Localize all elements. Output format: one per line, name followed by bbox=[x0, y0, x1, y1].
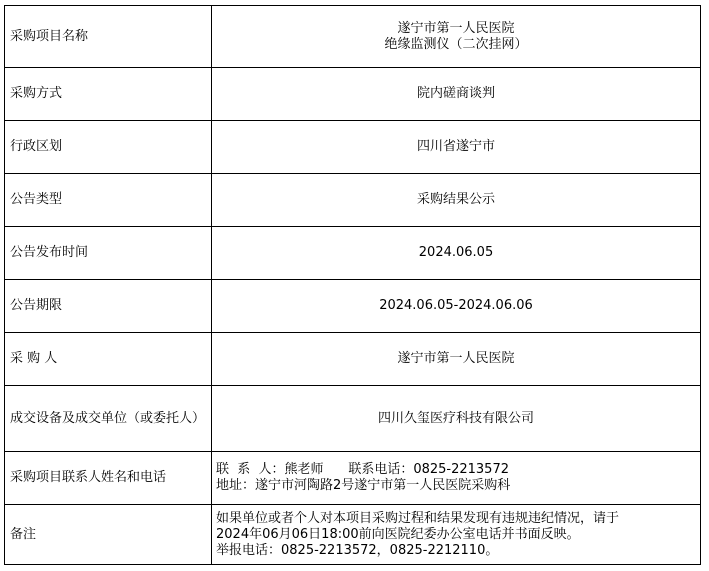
row-value-purchaser: 遂宁市第一人民医院 bbox=[212, 333, 701, 386]
row-value-project-name bbox=[212, 6, 701, 68]
procurement-result-table bbox=[4, 5, 701, 565]
row-label-winning-supplier: 成交设备及成交单位（或委托人） bbox=[5, 386, 212, 452]
row-label-remarks: 备注 bbox=[5, 505, 212, 565]
row-label-project-name: 采购项目名称 bbox=[5, 6, 212, 68]
table-row bbox=[5, 505, 701, 565]
row-value-procurement-method: 院内磋商谈判 bbox=[212, 68, 701, 121]
row-label-notice-period: 公告期限 bbox=[5, 280, 212, 333]
row-value-remarks bbox=[212, 505, 701, 565]
table-row bbox=[5, 68, 701, 121]
row-label-publish-time: 公告发布时间 bbox=[5, 227, 212, 280]
row-value-publish-time: 2024.06.05 bbox=[212, 227, 701, 280]
project-name-line-2: 绝缘监测仪（二次挂网） bbox=[384, 36, 528, 52]
project-name-line-1: 遂宁市第一人民医院 bbox=[397, 20, 515, 36]
remarks-line-1: 如果单位或者个人对本项目采购过程和结果发现有违规违纪情况，请于 bbox=[216, 510, 620, 526]
table-row bbox=[5, 452, 701, 505]
table-row bbox=[5, 227, 701, 280]
row-value-region: 四川省遂宁市 bbox=[212, 121, 701, 174]
table-row bbox=[5, 174, 701, 227]
remarks-line-2: 2024年06月06日18:00前向医院纪委办公室电话并书面反映。 bbox=[216, 526, 580, 542]
table-row bbox=[5, 6, 701, 68]
remarks-line-3: 举报电话：0825-2213572，0825-2212110。 bbox=[216, 542, 499, 558]
table-row bbox=[5, 333, 701, 386]
row-value-contact bbox=[212, 452, 701, 505]
table-row bbox=[5, 386, 701, 452]
table-row bbox=[5, 121, 701, 174]
table-row bbox=[5, 280, 701, 333]
row-value-winning-supplier: 四川久玺医疗科技有限公司 bbox=[212, 386, 701, 452]
contact-address-line: 地址：遂宁市河陶路2号遂宁市第一人民医院采购科 bbox=[216, 478, 511, 493]
row-label-contact: 采购项目联系人姓名和电话 bbox=[5, 452, 212, 505]
row-label-purchaser: 采 购 人 bbox=[5, 333, 212, 386]
contact-line-1: 联 系 人：熊老师 联系电话：0825-2213572 bbox=[216, 462, 509, 477]
row-label-region: 行政区划 bbox=[5, 121, 212, 174]
row-label-notice-type: 公告类型 bbox=[5, 174, 212, 227]
row-value-notice-type: 采购结果公示 bbox=[212, 174, 701, 227]
row-value-notice-period: 2024.06.05-2024.06.06 bbox=[212, 280, 701, 333]
row-label-procurement-method: 采购方式 bbox=[5, 68, 212, 121]
